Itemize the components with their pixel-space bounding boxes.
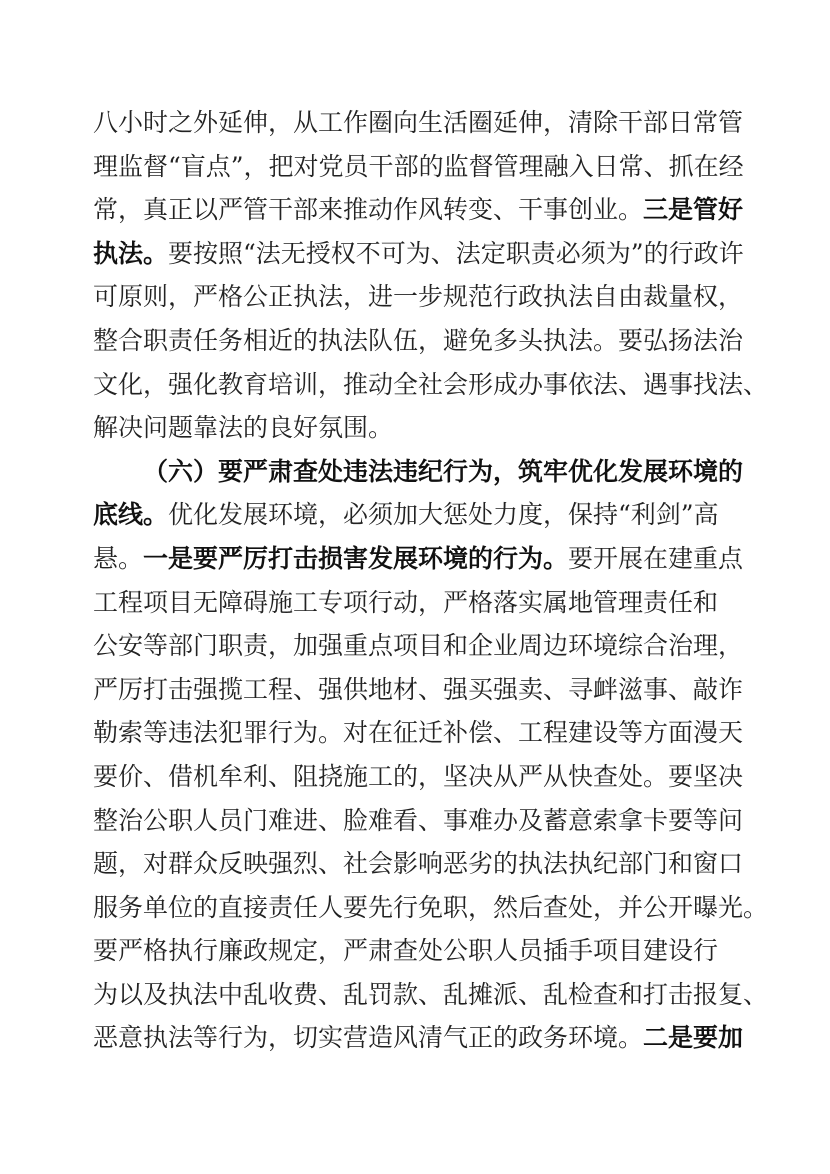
bold-text: （六）要严肃查处违法违纪行为，筑牢优化发展环境的 [143, 456, 744, 486]
bold-text: 二是要加 [643, 1023, 744, 1053]
text-line [93, 537, 744, 581]
text-line [93, 101, 744, 145]
body-text: 八小时之外延伸，从工作圈向生活圈延伸，清除干部日常管 [93, 108, 744, 137]
text-line [93, 406, 707, 450]
text-line [93, 668, 744, 712]
text-line [93, 1016, 744, 1060]
text-line [93, 624, 744, 668]
body-text: 恶意执法等行为，切实营造风清气正的政务环境。 [93, 1023, 644, 1053]
body-text: 公安等部门职责，加强重点项目和企业周边环境综合治理， [93, 631, 744, 661]
text-line [93, 319, 744, 363]
document-body [93, 101, 769, 1060]
body-text: 要按照“法无授权不可为、法定职责必须为”的行政许 [168, 238, 744, 268]
text-line [93, 973, 769, 1017]
bold-text: 执法。 [93, 238, 169, 268]
body-text: 解决问题靠法的良好氛围。 [93, 413, 394, 443]
body-text: 理监督“盲点”，把对党员干部的监督管理融入日常、抓在经 [93, 151, 744, 181]
body-text: 服务单位的直接责任人要先行免职，然后查处，并公开曝光。 [93, 892, 769, 922]
text-line [93, 842, 744, 886]
text-line [93, 581, 719, 625]
text-line [93, 275, 744, 319]
text-line [93, 799, 744, 843]
bold-text: 一是要严厉打击损害发展环境的行为。 [143, 543, 569, 573]
body-text: 悬。 [93, 543, 144, 573]
text-line [93, 145, 744, 189]
body-text: 严厉打击强揽工程、强供地材、强买强卖、寻衅滋事、敲诈 [93, 674, 744, 704]
body-text: 工程项目无障碍施工专项行动，严格落实属地管理责任和 [93, 587, 719, 617]
text-line [93, 711, 744, 755]
body-text: 要价、借机牟利、阻挠施工的，坚决从严从快查处。要坚决 [93, 761, 744, 791]
body-text: 勒索等违法犯罪行为。对在征迁补偿、工程建设等方面漫天 [93, 718, 744, 748]
text-line [93, 755, 744, 799]
body-text: 要严格执行廉政规定，严肃查处公职人员插手项目建设行 [93, 936, 719, 966]
body-text: 文化，强化教育培训，推动全社会形成办事依法、遇事找法、 [93, 369, 769, 399]
body-text: 要开展在建重点 [568, 543, 744, 573]
bold-text: 三是管好 [643, 195, 744, 225]
body-text: 优化发展环境，必须加大惩处力度，保持“利剑”高 [168, 500, 719, 530]
text-line [93, 493, 719, 537]
body-text: 可原则，严格公正执法，进一步规范行政执法自由裁量权， [93, 282, 744, 312]
body-text: 题，对群众反映强烈、社会影响恶劣的执法执纪部门和窗口 [93, 849, 744, 879]
body-text: 整合职责任务相近的执法队伍，避免多头执法。要弘扬法治 [93, 325, 744, 355]
text-line [93, 929, 719, 973]
text-line [93, 188, 744, 232]
body-text: 为以及执法中乱收费、乱罚款、乱摊派、乱检查和打击报复、 [93, 979, 769, 1009]
text-line [93, 886, 769, 930]
text-line [93, 450, 744, 494]
text-line [93, 363, 769, 407]
body-text: 常，真正以严管干部来推动作风转变、干事创业。 [93, 195, 644, 225]
body-text: 整治公职人员门难进、脸难看、事难办及蓄意索拿卡要等问 [93, 805, 744, 835]
text-line [93, 232, 744, 276]
bold-text: 底线。 [93, 500, 169, 530]
